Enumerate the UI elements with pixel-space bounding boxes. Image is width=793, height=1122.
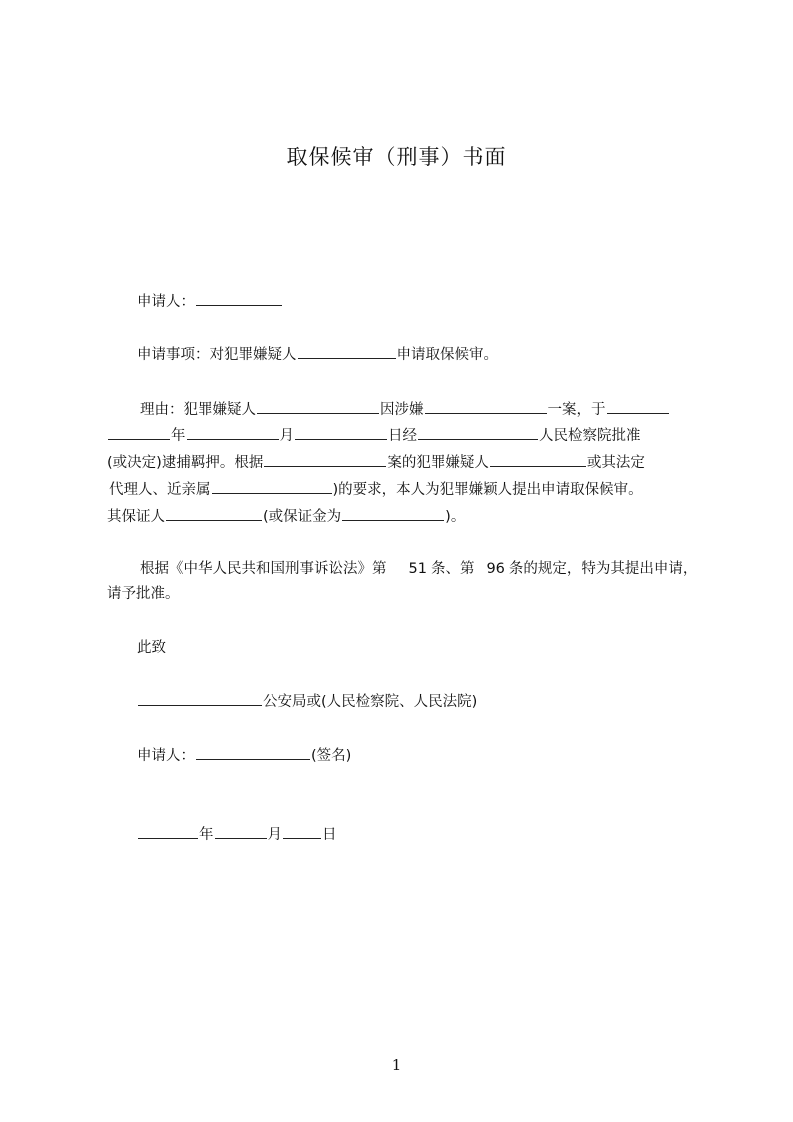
suspect-name-blank[interactable]: [298, 344, 396, 359]
basis-line-2: [107, 584, 180, 604]
year-blank-b[interactable]: [108, 425, 170, 440]
bail-amount-blank[interactable]: [342, 506, 444, 521]
addressee-suffix: 公安局或(人民检察院、人民法院): [263, 694, 478, 710]
reason-text-14: (或保证金为: [263, 509, 342, 525]
applicant-name-blank[interactable]: [196, 291, 282, 306]
addressee-line: [137, 691, 477, 712]
matter-suffix: 申请取保候审。: [396, 347, 498, 363]
reason-text-2: 因涉嫌: [380, 402, 424, 418]
salutation: 此致: [137, 640, 166, 656]
date-day: 日: [322, 827, 337, 843]
basis-text-4: 请予批准。: [107, 586, 180, 602]
reason-text-1: 理由：犯罪嫌疑人: [140, 402, 256, 418]
basis-text-2: 条、第: [430, 561, 475, 577]
sign-month-blank[interactable]: [215, 824, 267, 839]
reason-procuratorate: 人民检察院批准: [539, 428, 641, 444]
article-2: 96: [486, 561, 505, 577]
reason-month: 月: [279, 428, 294, 444]
reason-line-1: [140, 399, 670, 420]
case-blank[interactable]: [264, 452, 386, 467]
reason-text-11: 代理人、近亲属: [109, 482, 211, 498]
applicant-label: 申请人：: [137, 294, 195, 310]
reason-text-12: )的要求，本人为犯罪嫌颖人提出申请取保候审。: [332, 482, 643, 498]
date-line: [137, 824, 337, 845]
case-suspect-blank[interactable]: [490, 452, 586, 467]
signature-label: 申请人：: [137, 748, 195, 764]
reason-text-8: (或决定)逮捕羁押。根据: [107, 455, 264, 471]
reason-line-5: [107, 506, 465, 527]
page-number: 1: [391, 1056, 402, 1074]
signature-blank[interactable]: [196, 745, 310, 760]
reason-text-15: )。: [445, 509, 466, 525]
basis-text-3: 条的规定，特为其提出申请，: [508, 561, 698, 577]
article-1: 51: [408, 561, 427, 577]
sign-day-blank[interactable]: [283, 824, 321, 839]
reason-suspect-blank[interactable]: [257, 399, 379, 414]
reason-line-2: [107, 425, 641, 446]
procuratorate-blank[interactable]: [418, 425, 538, 440]
month-blank[interactable]: [187, 425, 279, 440]
reason-line-4: [109, 479, 643, 500]
applicant-line: [137, 291, 283, 312]
reason-text-9: 案的犯罪嫌疑人: [387, 455, 489, 471]
basis-text-1: 根据《中华人民共和国刑事诉讼法》第: [140, 561, 387, 577]
reason-year: 年: [171, 428, 186, 444]
date-month: 月: [267, 827, 282, 843]
sign-year-blank[interactable]: [138, 824, 198, 839]
year-blank-a[interactable]: [607, 399, 669, 414]
reason-day: 日经: [388, 428, 417, 444]
signature-suffix: (签名): [311, 748, 352, 764]
reason-text-13: 其保证人: [107, 509, 165, 525]
matter-prefix: 申请事项：对犯罪嫌疑人: [137, 347, 297, 363]
reason-line-3: [107, 452, 645, 473]
document-title: 取保候审（刑事）书面: [286, 145, 507, 169]
police-bureau-blank[interactable]: [138, 691, 262, 706]
day-blank[interactable]: [295, 425, 387, 440]
guarantor-blank[interactable]: [166, 506, 262, 521]
basis-line-1: [140, 559, 697, 579]
reason-text-3: 一案，于: [547, 402, 606, 418]
matter-line: [137, 344, 498, 365]
signature-line: [137, 745, 351, 766]
reason-text-10: 或其法定: [586, 455, 645, 471]
date-year: 年: [199, 827, 214, 843]
relative-blank[interactable]: [212, 479, 332, 494]
charge-blank[interactable]: [425, 399, 547, 414]
